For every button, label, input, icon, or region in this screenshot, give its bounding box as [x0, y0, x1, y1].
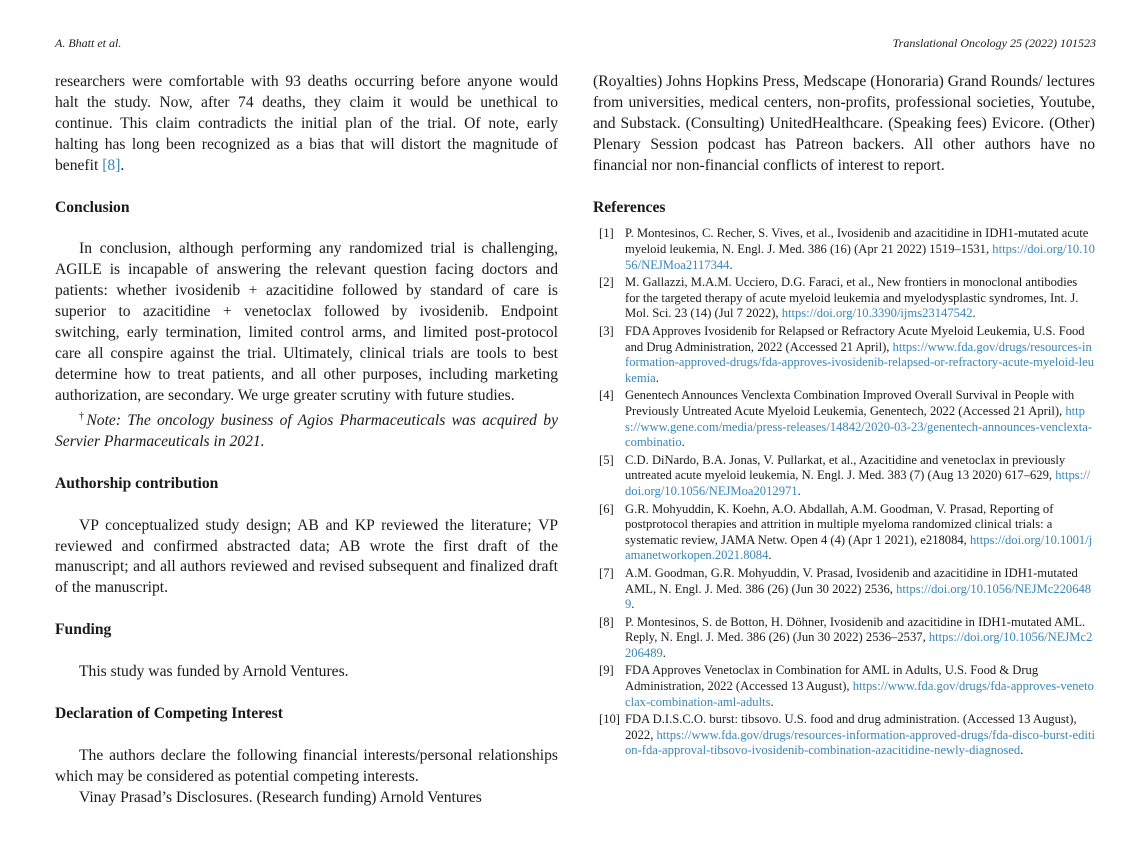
reference-text: A.M. Goodman, G.R. Mohyuddin, V. Prasad, Ivosidenib and azacitidine in IDH1-mutated AML, N. Engl. J. Med. 386 (26) (Jun 30 2022) 2536, https://doi.org/10.1056/NEJMc2206489. [625, 565, 1092, 612]
reference-item [593, 388, 1095, 450]
reference-text: M. Gallazzi, M.A.M. Ucciero, D.G. Faraci, et al., New frontiers in monoclonal antibodies for the targeted therapy of acute myeloid leukemia and myelodysplastic syndromes, Int. J. Mol. Sci. 23 (14) (Jul 7 2022), https://doi.org/10.3390/ijms23147542. [625, 275, 1079, 321]
running-header-authors: A. Bhatt et al. [55, 36, 122, 50]
footnote-note: †Note: The oncology business of Agios Pharmaceuticals was acquired by Servier Pharmaceuticals in 2021. [55, 410, 558, 450]
reference-link[interactable]: https://www.fda.gov/drugs/resources-information-approved-drugs/fda-disco-burst-edition-fda-approval-tibsovo-ivosidenib-combination-azacitidine-newly-diagnosed [625, 727, 1095, 758]
reference-text: FDA D.I.S.C.O. burst: tibsovo. U.S. food and drug administration. (Accessed 13 August), 2022, https://www.fda.gov/drugs/resources-information-approved-drugs/fda-disco-burst-edition-fda-approval-tibsovo-ivosidenib-combination-azacitidine-newly-diagnosed. [625, 712, 1095, 758]
reference-number: [8] [599, 614, 614, 629]
right-column [593, 72, 1095, 761]
left-column [55, 72, 558, 809]
paragraph-disclosures-continued: (Royalties) Johns Hopkins Press, Medscape (Honoraria) Grand Rounds/ lectures from universities, medical centers, non-profits, professional societies, Youtube, and Substack. (Consulting) UnitedHealthcare. (Speaking fees) Evicore. (Other) Plenary Session podcast has Patreon backers. All other authors have no financial nor non-financial conflicts of interest to report. [593, 73, 1095, 174]
reference-number: [2] [599, 275, 614, 290]
reference-text: C.D. DiNardo, B.A. Jonas, V. Pullarkat, et al., Azacitidine and venetoclax in previously untreated acute myeloid leukemia, N. Engl. J. Med. 383 (7) (Aug 13 2020) 617–629, https://doi.org/10.1056/NEJMoa2012971. [625, 452, 1091, 498]
reference-number: [6] [599, 501, 614, 516]
reference-text: G.R. Mohyuddin, K. Koehn, A.O. Abdallah, A.M. Goodman, V. Prasad, Reporting of postprotocol therapies and attrition in multiple myeloma randomized clinical trials: a systematic review, JAMA Netw. Open 4 (4) (Apr 1 2021), e218084, https://doi.org/10.1001/jamanetworkopen.2021.8084. [625, 501, 1093, 563]
paragraph-intro: researchers were comfortable with 93 deaths occurring before anyone would halt the study. Now, after 74 deaths, they claim it would be unethical to continue. This claim contradicts the initial plan of the trial. Of note, early halting has long been recognized as a bias that will distort the magnitude of benefit [8]. [55, 73, 558, 174]
reference-link[interactable]: https://doi.org/10.1056/NEJMoa2012971 [625, 468, 1091, 498]
heading-authorship: Authorship contribution [55, 474, 219, 492]
reference-item [593, 324, 1095, 386]
reference-link[interactable]: https://www.gene.com/media/press-releases/14842/2020-03-23/genentech-announces-venclexta-combinatio [625, 403, 1093, 450]
reference-link[interactable]: https://www.fda.gov/drugs/resources-information-approved-drugs/fda-approves-ivosidenib-relapsed-or-refractory-acute-myeloid-leukemia [625, 339, 1095, 385]
reference-number: [7] [599, 565, 614, 580]
reference-item [593, 502, 1095, 564]
reference-number: [3] [599, 324, 614, 338]
reference-text: FDA Approves Venetoclax in Combination for AML in Adults, U.S. Food & Drug Administration, 2022 (Accessed 13 August), https://www.fda.gov/drugs/fda-approves-venetoclax-combination-aml-adults. [625, 663, 1094, 709]
paragraph-authorship: VP conceptualized study design; AB and KP reviewed the literature; VP reviewed and confirmed abstracted data; AB wrote the first draft of the manuscript; and all authors reviewed and revised subsequent and finalized draft of the manuscript. [55, 516, 558, 597]
reference-number: [5] [599, 452, 614, 467]
reference-text: P. Montesinos, S. de Botton, H. Döhner, Ivosidenib and azacitidine in IDH1-mutated AML. Reply, N. Engl. J. Med. 386 (26) (Jun 30 2022) 2536–2537, https://doi.org/10.1056/NEJMc2206489. [625, 614, 1093, 660]
reference-item [593, 712, 1095, 759]
paragraph-disclosures: Vinay Prasad’s Disclosures. (Research funding) Arnold Ventures [79, 788, 482, 806]
reference-link[interactable]: https://doi.org/10.1001/jamanetworkopen.2021.8084 [625, 532, 1093, 563]
paragraph-competing-interest: The authors declare the following financial interests/personal relationships which may be considered as potential competing interests. [55, 746, 558, 785]
reference-number: [9] [599, 663, 614, 678]
reference-link[interactable]: https://doi.org/10.1056/NEJMc2206489 [625, 581, 1092, 612]
reference-item [593, 275, 1095, 322]
heading-competing-interest: Declaration of Competing Interest [55, 705, 283, 723]
reference-item [593, 615, 1095, 662]
paragraph-funding: This study was funded by Arnold Ventures. [79, 663, 349, 681]
running-header-journal: Translational Oncology 25 (2022) 101523 [892, 36, 1096, 50]
reference-list [593, 226, 1095, 759]
heading-funding: Funding [55, 621, 112, 639]
paragraph-conclusion: In conclusion, although performing any randomized trial is challenging, AGILE is incapable of answering the relevant question facing doctors and patients: whether ivosidenib + azacitidine followed by standard of care is superior to azacitidine + venetoclax followed by ivosidenib. Endpoint switching, early termination, limited control arms, and limited post-protocol care all conspire against the trial. Ultimately, clinical trials are tools to best determine how to treat patients, and all other purposes, including marketing authorization, are secondary. We urge greater scrutiny with future studies. [55, 240, 558, 404]
heading-references: References [593, 198, 666, 216]
reference-number: [1] [599, 226, 614, 241]
reference-link[interactable]: https://www.fda.gov/drugs/fda-approves-venetoclax-combination-aml-adults [625, 679, 1094, 709]
reference-item [593, 566, 1095, 613]
heading-conclusion: Conclusion [55, 198, 130, 216]
reference-link[interactable]: https://doi.org/10.1056/NEJMoa2117344 [625, 242, 1095, 272]
reference-number: [10] [599, 712, 620, 727]
reference-text: FDA Approves Ivosidenib for Relapsed or Refractory Acute Myeloid Leukemia, U.S. Food and Drug Administration, 2022 (Accessed 21 April), https://www.fda.gov/drugs/resources-information-approved-drugs/fda-approves-ivosidenib-relapsed-or-refractory-acute-myeloid-leukemia. [625, 324, 1095, 385]
reference-text: Genentech Announces Venclexta Combination Improved Overall Survival in People with Previously Untreated Acute Myeloid Leukemia, Genentech, 2022 (Accessed 21 April), https://www.gene.com/media/press-releases/14842/2020-03-23/genentech-announces-venclexta-combinatio. [625, 388, 1093, 450]
reference-link[interactable]: https://doi.org/10.1056/NEJMc2206489 [625, 630, 1093, 660]
reference-item [593, 663, 1095, 710]
reference-item [593, 226, 1095, 273]
citation-link[interactable]: [8] [102, 156, 121, 174]
reference-link[interactable]: https://doi.org/10.3390/ijms23147542 [781, 306, 973, 321]
reference-text: P. Montesinos, C. Recher, S. Vives, et al., Ivosidenib and azacitidine in IDH1-mutated acute myeloid leukemia, N. Engl. J. Med. 386 (16) (Apr 21 2022) 1519–1531, https://doi.org/10.1056/NEJMoa2117344. [625, 226, 1095, 272]
reference-number: [4] [599, 388, 614, 403]
reference-item [593, 453, 1095, 500]
